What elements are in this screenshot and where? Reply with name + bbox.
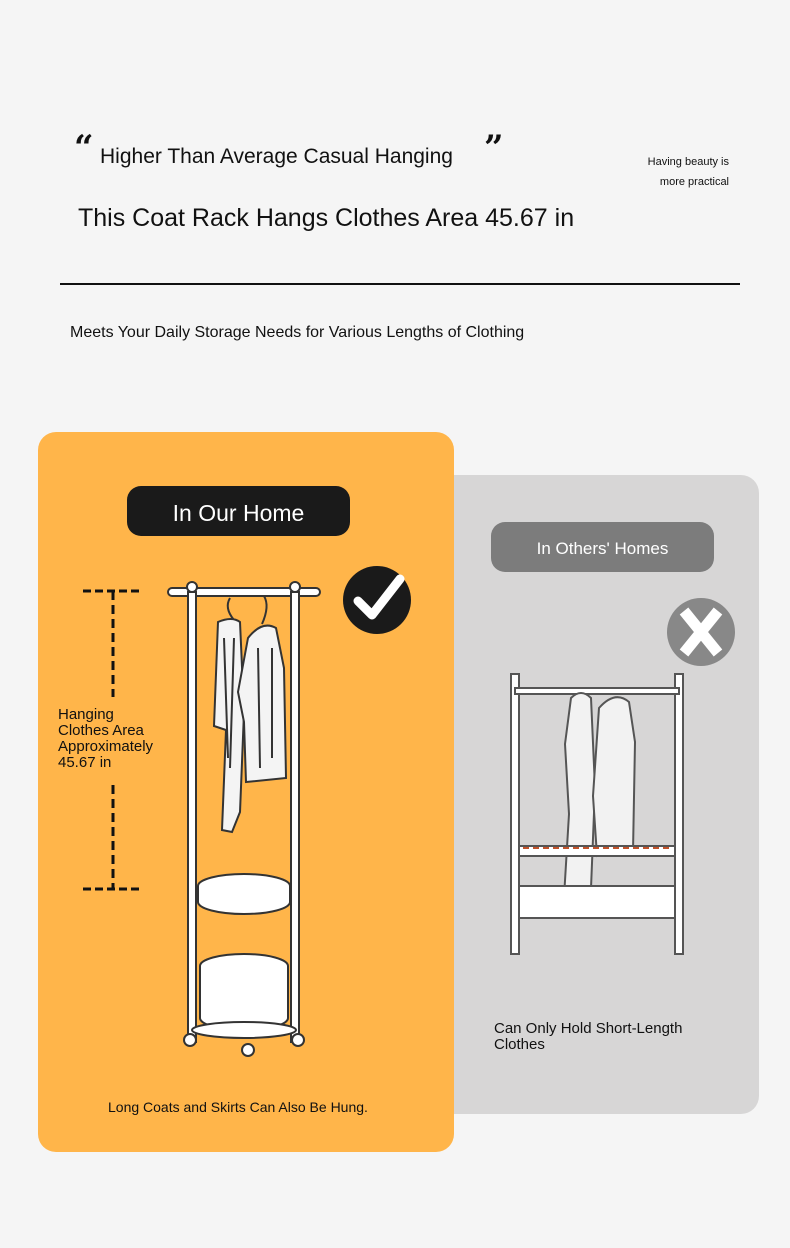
page-title: This Coat Rack Hangs Clothes Area 45.67 in [78,204,575,232]
our-home-caption: Long Coats and Skirts Can Also Be Hung. [108,1099,368,1115]
divider [60,283,740,285]
side-note-line-2: more practical [659,176,729,188]
hanging-label-line: Clothes Area [58,722,144,739]
others-home-title: In Others' Homes [491,522,714,572]
hanging-label-line: 45.67 in [58,754,112,771]
hanging-label-line: Approximately [58,738,154,755]
tall-coat-rack-image [160,578,330,1062]
side-note [609,152,729,192]
hanging-label-line: Hanging [58,706,114,723]
open-quote-mark: “ [74,128,94,168]
others-home-caption: Can Only Hold Short-Length Clothes [494,1020,683,1053]
short-clothes-rack-image [505,668,690,960]
check-icon [342,565,412,635]
hanging-area-label [58,707,168,771]
side-note-line-1: Having beauty is [647,156,729,168]
x-icon [666,597,736,667]
our-home-title: In Our Home [127,486,350,536]
close-quote-mark: ” [484,128,504,168]
sub-headline: Higher Than Average Casual Hanging [100,145,453,168]
description: Meets Your Daily Storage Needs for Various Lengths of Clothing [70,324,525,341]
